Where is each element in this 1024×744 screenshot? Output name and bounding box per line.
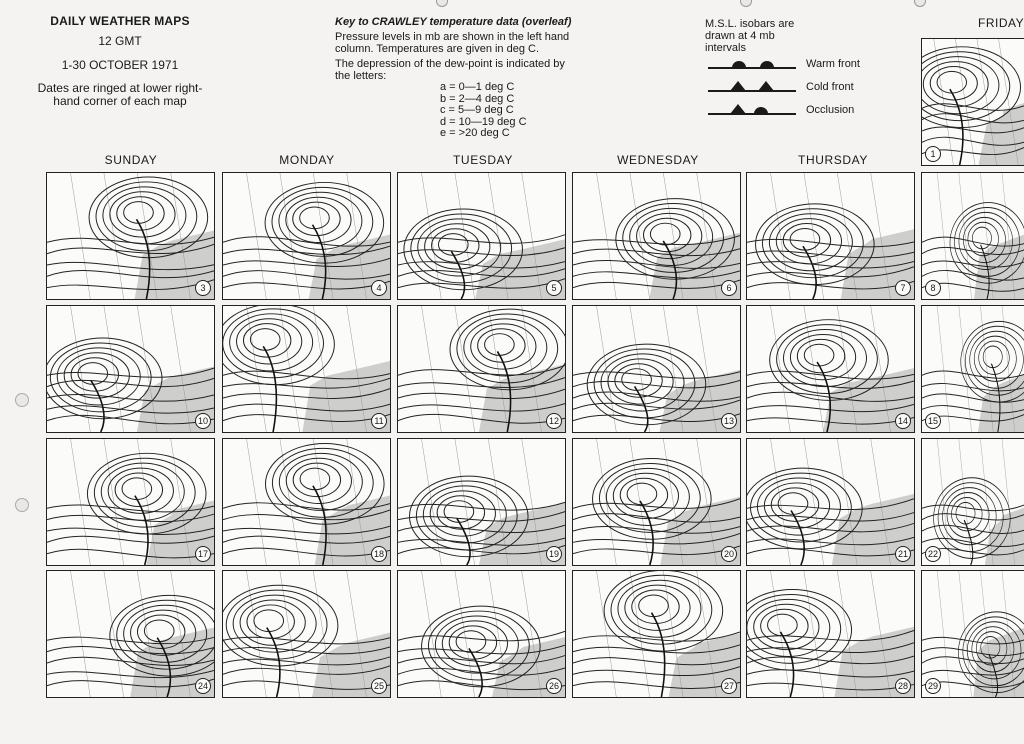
letter-e: e = >20 deg C: [440, 127, 510, 139]
occlusion-label: Occlusion: [806, 103, 855, 116]
date-circle: 24: [195, 678, 211, 694]
occlusion-symbol: [708, 103, 796, 117]
date-circle: 1: [925, 146, 941, 162]
date-circle: 11: [371, 413, 387, 429]
date-circle: 29: [925, 678, 941, 694]
key-block: [335, 16, 580, 140]
letter-a: a = 0—1 deg C: [440, 81, 515, 93]
weather-map: [397, 305, 566, 433]
weather-map: [46, 305, 215, 433]
time-label: 12 GMT: [98, 34, 142, 48]
date-circle: 20: [721, 546, 737, 562]
date-circle: 22: [925, 546, 941, 562]
weather-map: [46, 438, 215, 566]
map-graphic: [223, 571, 390, 697]
map-graphic: [922, 39, 1024, 165]
day-label-friday: FRIDAY: [978, 16, 1024, 30]
legend-cold-front: [708, 75, 868, 98]
map-graphic: [398, 571, 565, 697]
map-graphic: [573, 571, 740, 697]
weather-map: [921, 172, 1024, 300]
weather-map: [572, 438, 741, 566]
key-line-2: The depression of the dew-point is indicated by the letters:: [335, 58, 565, 82]
weather-map-friday-1: [921, 38, 1024, 166]
weather-map: [921, 438, 1024, 566]
map-graphic: [398, 439, 565, 565]
date-circle: 3: [195, 280, 211, 296]
date-circle: 8: [925, 280, 941, 296]
punch-hole-left-2: [15, 498, 29, 512]
day-label-sunday: SUNDAY: [104, 153, 158, 167]
weather-map: [222, 438, 391, 566]
front-legend: [708, 52, 868, 121]
map-graphic: [922, 439, 1024, 565]
letter-b: b = 2—4 deg C: [440, 92, 515, 105]
map-graphic: [573, 173, 740, 299]
date-circle: 18: [371, 546, 387, 562]
weather-map: [397, 570, 566, 698]
date-circle: 10: [195, 413, 211, 429]
date-circle: 12: [546, 413, 562, 429]
weather-map: [46, 570, 215, 698]
date-circle: 26: [546, 678, 562, 694]
weather-map: [746, 570, 915, 698]
letter-d: d = 10—19 deg C: [440, 115, 527, 128]
punch-hole-top-3: [914, 0, 926, 7]
date-circle: 13: [721, 413, 737, 429]
header-block: [30, 14, 210, 108]
date-circle: 4: [371, 280, 387, 296]
date-circle: 14: [895, 413, 911, 429]
map-graphic: [922, 306, 1024, 432]
weather-map: [572, 305, 741, 433]
map-graphic: [223, 173, 390, 299]
weather-map: [746, 172, 915, 300]
date-circle: 27: [721, 678, 737, 694]
punch-hole-top-2: [740, 0, 752, 7]
date-circle: 25: [371, 678, 387, 694]
period-label: 1-30 OCTOBER 1971: [61, 58, 179, 72]
map-graphic: [573, 306, 740, 432]
date-note: Dates are ringed at lower right-hand corner of each map: [37, 81, 203, 108]
legend-warm-front: [708, 52, 868, 75]
weather-map: [222, 305, 391, 433]
weather-map: [746, 438, 915, 566]
dewpoint-letters: [440, 82, 580, 140]
key-title: Key to CRAWLEY temperature data (overleaf): [335, 16, 572, 28]
key-line-1: Pressure levels in mb are shown in the left hand column. Temperatures are given in deg C.: [335, 31, 570, 55]
cold-front-symbol: [708, 80, 796, 94]
map-graphic: [747, 306, 914, 432]
day-label-tuesday: TUESDAY: [453, 153, 513, 167]
punch-hole-left-1: [15, 393, 29, 407]
map-graphic: [223, 439, 390, 565]
weather-map: [572, 172, 741, 300]
map-graphic: [47, 306, 214, 432]
map-graphic: [398, 306, 565, 432]
map-graphic: [747, 173, 914, 299]
map-graphic: [922, 173, 1024, 299]
weather-map: [222, 570, 391, 698]
map-graphic: [747, 439, 914, 565]
punch-hole-top-1: [436, 0, 448, 7]
map-graphic: [223, 306, 390, 432]
warm-front-symbol: [708, 57, 796, 71]
weather-map: [921, 570, 1024, 698]
date-circle: 6: [721, 280, 737, 296]
page-title: DAILY WEATHER MAPS: [50, 14, 190, 28]
map-graphic: [747, 571, 914, 697]
weather-map: [222, 172, 391, 300]
map-graphic: [47, 439, 214, 565]
map-graphic: [47, 571, 214, 697]
cold-front-label: Cold front: [806, 80, 854, 93]
date-circle: 21: [895, 546, 911, 562]
map-graphic: [922, 571, 1024, 697]
legend-occlusion: [708, 98, 868, 121]
warm-front-label: Warm front: [806, 57, 860, 70]
date-circle: 17: [195, 546, 211, 562]
day-label-thursday: THURSDAY: [798, 153, 868, 167]
date-circle: 19: [546, 546, 562, 562]
day-label-wednesday: WEDNESDAY: [617, 153, 699, 167]
weather-map: [397, 438, 566, 566]
date-circle: 28: [895, 678, 911, 694]
date-circle: 7: [895, 280, 911, 296]
isobar-note: M.S.L. isobars are drawn at 4 mb intervals: [705, 18, 795, 54]
date-circle: 15: [925, 413, 941, 429]
weather-map: [746, 305, 915, 433]
weather-map: [572, 570, 741, 698]
weather-map: [397, 172, 566, 300]
map-graphic: [573, 439, 740, 565]
map-graphic: [47, 173, 214, 299]
weather-map: [921, 305, 1024, 433]
day-label-monday: MONDAY: [279, 153, 335, 167]
letter-c: c = 5—9 deg C: [440, 104, 514, 116]
date-circle: 5: [546, 280, 562, 296]
weather-map: [46, 172, 215, 300]
map-graphic: [398, 173, 565, 299]
